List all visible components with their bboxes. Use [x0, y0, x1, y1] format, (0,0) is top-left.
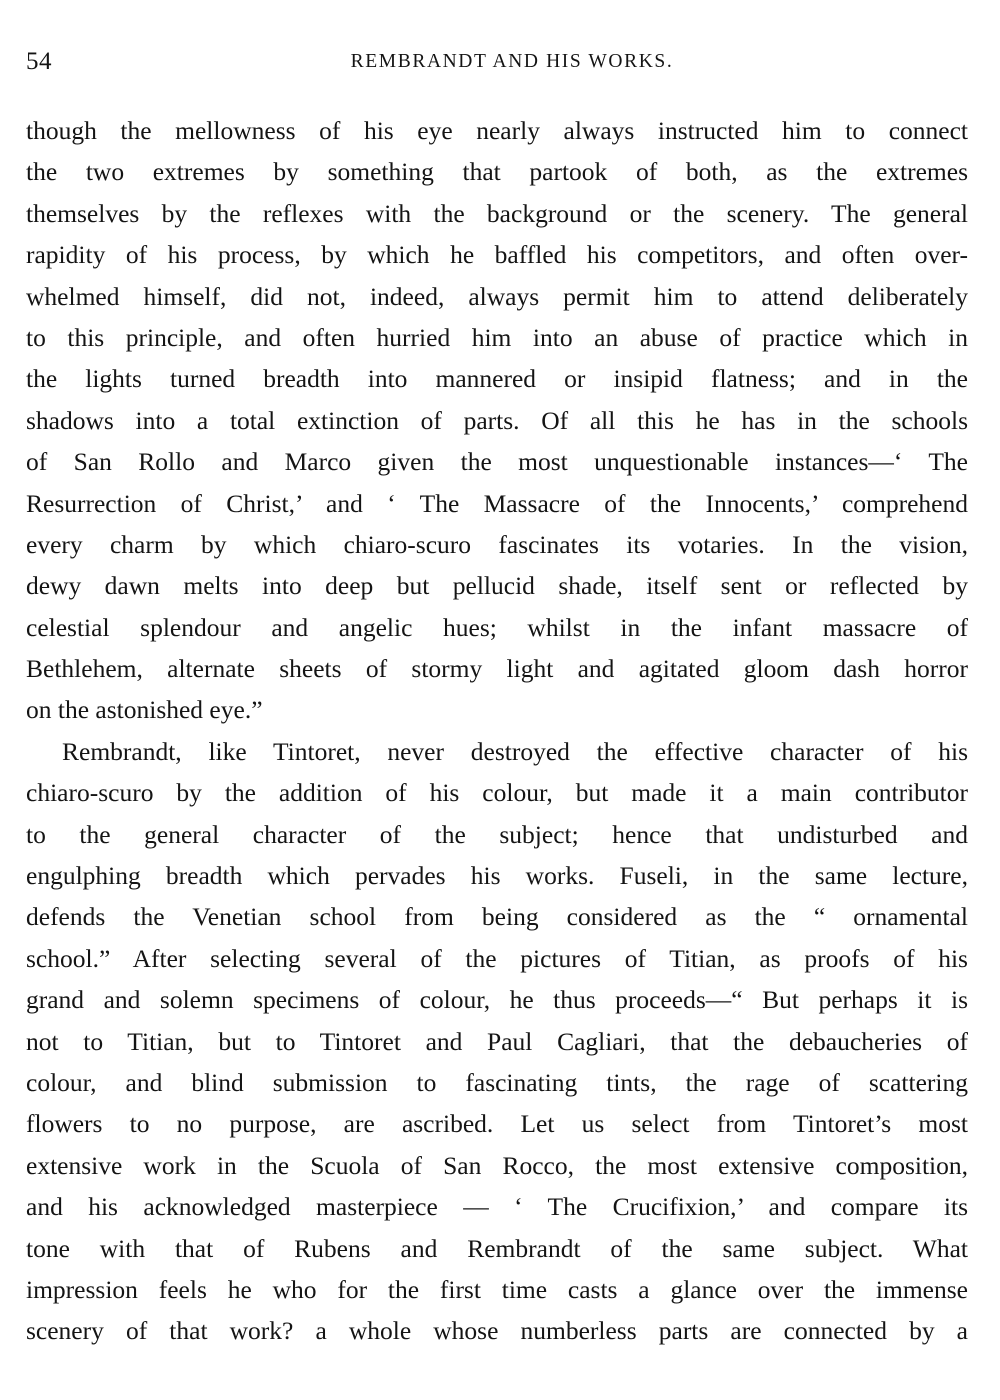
text-line: defends the Venetian school from being considered as the “ ornamental	[26, 902, 968, 932]
text-line: and his acknowledged masterpiece — ‘ The Crucifixion,’ and compare its	[26, 1192, 968, 1222]
text-line: Bethlehem, alternate sheets of stormy light and agitated gloom dash horror	[26, 654, 968, 684]
text-line-paragraph-start: Rembrandt, like Tintoret, never destroyed the effective character of his	[62, 736, 968, 766]
text-line: whelmed himself, did not, indeed, always permit him to attend deliberately	[26, 281, 968, 311]
text-line: the two extremes by something that partook of both, as the extremes	[26, 157, 968, 187]
text-line: though the mellowness of his eye nearly always instructed him to connect	[26, 116, 968, 145]
text-line: chiaro-scuro by the addition of his colour, but made it a main contributor	[26, 778, 968, 808]
text-line: to this principle, and often hurried him into an abuse of practice which in	[26, 322, 968, 352]
text-line: themselves by the reflexes with the background or the scenery. The general	[26, 198, 968, 228]
text-line: Resurrection of Christ,’ and ‘ The Massacre of the Innocents,’ comprehend	[26, 488, 968, 518]
text-line: shadows into a total extinction of parts. Of all this he has in the schools	[26, 405, 968, 435]
text-line: celestial splendour and angelic hues; whilst in the infant massacre of	[26, 612, 968, 642]
text-line: dewy dawn melts into deep but pellucid shade, itself sent or reflected by	[26, 571, 968, 601]
text-line: rapidity of his process, by which he baffled his competitors, and often over-	[26, 240, 968, 270]
text-line: impression feels he who for the first time casts a glance over the immense	[26, 1274, 968, 1304]
text-line: scenery of that work? a whole whose numberless parts are connected by a	[26, 1316, 968, 1346]
text-line: school.” After selecting several of the pictures of Titian, as proofs of his	[26, 943, 968, 973]
text-line: colour, and blind submission to fascinating tints, the rage of scattering	[26, 1067, 968, 1097]
text-line: tone with that of Rubens and Rembrandt of the same subject. What	[26, 1233, 968, 1263]
text-line: every charm by which chiaro-scuro fascinates its votaries. In the vision,	[26, 529, 968, 559]
text-line-paragraph-end: on the astonished eye.”	[26, 695, 263, 725]
text-line: the lights turned breadth into mannered or insipid flatness; and in the	[26, 364, 968, 394]
text-line: engulphing breadth which pervades his works. Fuseli, in the same lecture,	[26, 861, 968, 891]
text-line: extensive work in the Scuola of San Rocco, the most extensive composition,	[26, 1150, 968, 1180]
body-text	[26, 110, 968, 1352]
text-line: grand and solemn specimens of colour, he thus proceeds—“ But perhaps it is	[26, 985, 968, 1015]
running-head	[26, 48, 968, 80]
running-title: REMBRANDT AND HIS WORKS.	[350, 51, 674, 72]
text-line: of San Rollo and Marco given the most unquestionable instances—‘ The	[26, 447, 968, 477]
text-line: to the general character of the subject; hence that undisturbed and	[26, 819, 968, 849]
text-line: flowers to no purpose, are ascribed. Let us select from Tintoret’s most	[26, 1109, 968, 1139]
page-number: 54	[26, 48, 52, 75]
text-line: not to Titian, but to Tintoret and Paul Cagliari, that the debaucheries of	[26, 1026, 968, 1056]
